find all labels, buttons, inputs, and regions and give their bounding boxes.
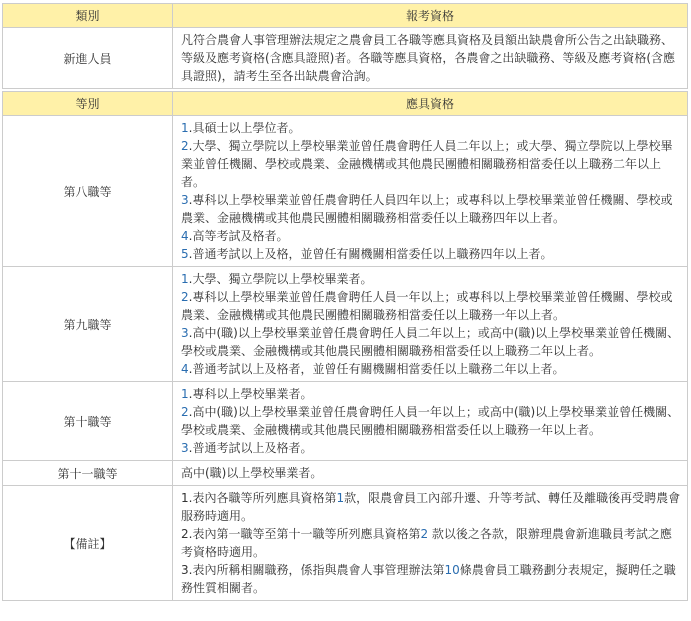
label-remarks: 【備註】 [3,486,173,601]
header-required-qualification: 應具資格 [173,92,688,116]
list-item: 2.高中(職)以上學校畢業並曾任農會聘任人員一年以上；或高中(職)以上學校畢業並曾任機關、學校或農業、金融機構或其他農民團體相關職務相當委任以上職務一年以上者。 [181,405,680,437]
list-item: 3.高中(職)以上學校畢業並曾任農會聘任人員二年以上；或高中(職)以上學校畢業並曾任機關、學校或農業、金融機構或其他農民團體相關職務相當委任以上職務二年以上者。 [181,326,680,358]
row-new-staff [3,28,688,89]
label-new-staff: 新進人員 [3,28,173,89]
header-exam-qualification: 報考資格 [173,4,688,28]
label-grade-10: 第十職等 [3,382,173,461]
list-item: 1.具碩士以上學位者。 [181,121,301,135]
list-item: 1.大學、獨立學院以上學校畢業者。 [181,272,373,286]
list-item: 2.表內第一職等至第十一職等所列應具資格第2 款以後之各款，限辦理農會新進職員考試之應考資格時適用。 [181,527,672,559]
list-item: 1.表內各職等所列應具資格第1款，限農會員工內部升遷、升等考試、轉任及離職後再受聘農會服務時適用。 [181,491,681,523]
list-item: 3.專科以上學校畢業並曾任農會聘任人員四年以上；或專科以上學校畢業並曾任機關、學校或農業、金融機構或其他農民團體相關職務相當委任以上職務四年以上者。 [181,193,673,225]
text-new-staff: 凡符合農會人事管理辦法規定之農會員工各職等應具資格及員額出缺農會所公告之出缺職務、等級及應考資格(含應具證照)者。各職等應具資格，各農會之出缺職務、等級及應考資格(含應具證照)，請考生至各出缺農會洽詢。 [173,28,688,89]
header-row-grade [3,92,688,116]
exam-qualification-table [2,3,688,601]
label-grade-8: 第八職等 [3,116,173,267]
row-grade-8 [3,116,688,267]
list-item: 4.普通考試以上及格者，並曾任有關機關相當委任以上職務二年以上者。 [181,362,565,376]
header-row-category [3,4,688,28]
row-grade-9 [3,267,688,382]
label-grade-11: 第十一職等 [3,461,173,486]
text-grade-9 [173,267,688,382]
list-item: 4.高等考試及格者。 [181,229,289,243]
text-grade-11 [173,461,688,486]
list-item: 2.專科以上學校畢業並曾任農會聘任人員一年以上；或專科以上學校畢業並曾任機關、學校或農業、金融機構或其他農民團體相關職務相當委任以上職務一年以上者。 [181,290,673,322]
list-item: 2.大學、獨立學院以上學校畢業並曾任農會聘任人員二年以上；或大學、獨立學院以上學校畢業並曾任機關、學校或農業、金融機構或其他農民團體相關職務相當委任以上職務二年以上者。 [181,139,673,189]
list-item: 高中(職)以上學校畢業者。 [181,466,323,480]
text-remarks [173,486,688,601]
row-remarks [3,486,688,601]
text-grade-8 [173,116,688,267]
row-grade-11 [3,461,688,486]
list-item: 5.普通考試以上及格，並曾任有關機關相當委任以上職務四年以上者。 [181,247,553,261]
header-category: 類別 [3,4,173,28]
label-grade-9: 第九職等 [3,267,173,382]
list-item: 1.專科以上學校畢業者。 [181,387,313,401]
list-item: 3.普通考試以上及格者。 [181,441,313,455]
header-grade: 等別 [3,92,173,116]
row-grade-10 [3,382,688,461]
list-item: 3.表內所稱相關職務，係指與農會人事管理辦法第10條農會員工職務劃分表規定，擬聘任之職務性質相關者。 [181,563,676,595]
text-grade-10 [173,382,688,461]
